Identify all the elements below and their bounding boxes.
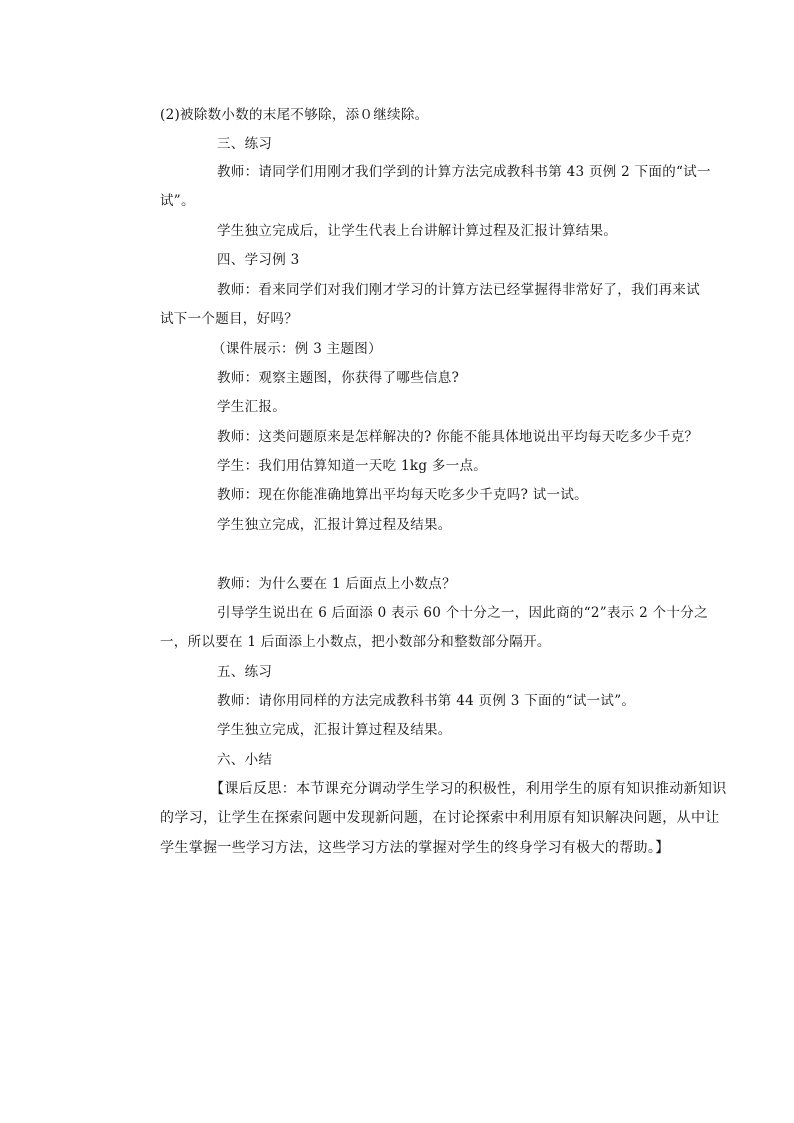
paragraph-line: 教师：请同学们用刚才我们学到的计算方法完成教科书第 43 页例 2 下面的“试一	[217, 164, 711, 180]
paragraph-line: （课件展示：例 3 主题图）	[212, 341, 382, 357]
reflection-line: 【课后反思：本节课充分调动学生学习的积极性，利用学生的原有知识推动新知识	[210, 781, 727, 797]
paragraph-line: 教师：看来同学们对我们刚才学习的计算方法已经掌握得非常好了，我们再来试	[217, 282, 700, 298]
paragraph-line: 教师：观察主题图，你获得了哪些信息?	[217, 370, 460, 386]
section-heading: 四、学习例 3	[217, 252, 300, 268]
paragraph-line: 试下一个题目，好吗？	[160, 311, 298, 327]
reflection-line: 的学习，让学生在探索问题中发现新问题，在讨论探索中利用原有知识解决问题，从中让	[160, 810, 720, 826]
reflection-line: 学生掌握一些学习方法，这些学习方法的掌握对学生的终身学习有极大的帮助。】	[160, 840, 670, 856]
section-heading: 三、练习	[217, 136, 273, 152]
paragraph-line: 试”。	[160, 193, 195, 209]
paragraph-line: 教师：现在你能准确地算出平均每天吃多少千克吗? 试一试。	[217, 487, 588, 503]
paragraph-line: 学生汇报。	[217, 399, 286, 415]
section-heading: 五、练习	[217, 664, 273, 680]
paragraph-line: 教师：请你用同样的方法完成教科书第 44 页例 3 下面的“试一试”。	[217, 693, 636, 709]
paragraph-line: 教师：为什么要在 1 后面点上小数点？	[217, 576, 456, 592]
paragraph-line: 学生独立完成，汇报计算过程及结果。	[217, 722, 452, 738]
paragraph-line: 一，所以要在 1 后面添上小数点，把小数部分和整数部分隔开。	[160, 634, 551, 650]
paragraph-line: 学生独立完成，汇报计算过程及结果。	[217, 517, 452, 533]
paragraph-line: 学生独立完成后，让学生代表上台讲解计算过程及汇报计算结果。	[217, 223, 618, 239]
paragraph-line: (2)被除数小数的末尾不够除，添０继续除。	[160, 107, 429, 123]
section-heading: 六、小结	[217, 752, 273, 768]
paragraph-line: 引导学生说出在 6 后面添 0 表示 60 个十分之一，因此商的“2”表示 2 个十分之	[217, 605, 708, 621]
paragraph-line: 教师：这类问题原来是怎样解决的? 你能不能具体地说出平均每天吃多少千克？	[217, 429, 699, 445]
paragraph-line: 学生：我们用估算知道一天吃 1kg 多一点。	[217, 458, 488, 474]
